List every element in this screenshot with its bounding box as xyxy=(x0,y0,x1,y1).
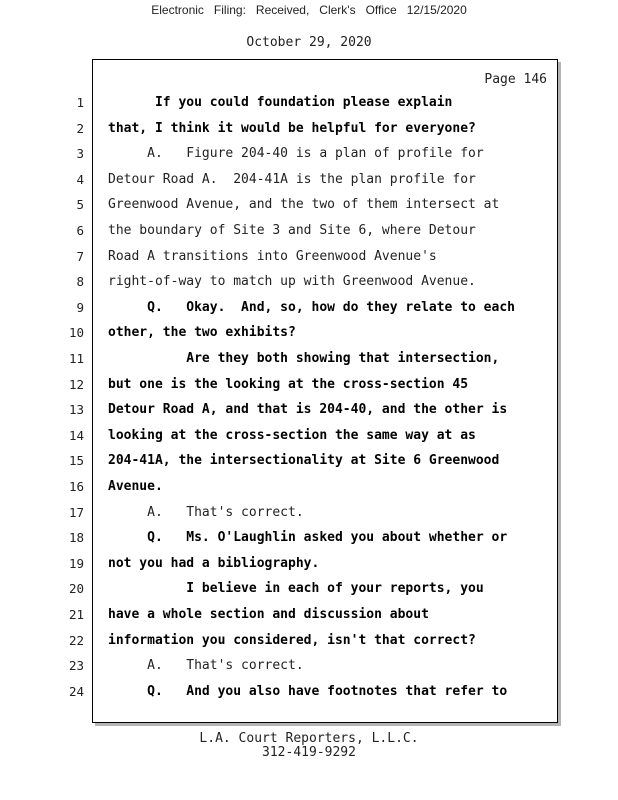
filing-stamp-part: Filing: xyxy=(213,3,246,17)
line-number: 13 xyxy=(68,402,84,418)
line-number: 10 xyxy=(68,325,84,341)
line-number: 3 xyxy=(76,146,84,162)
transcript-line: A. That's correct. xyxy=(108,658,304,674)
line-number: 20 xyxy=(68,581,84,597)
filing-stamp-part: Clerk's xyxy=(319,3,356,17)
transcript-line: other, the two exhibits? xyxy=(108,325,296,341)
transcript-line: Road A transitions into Greenwood Avenue's xyxy=(108,248,437,264)
transcript-line: Avenue. xyxy=(108,479,163,494)
transcript-line: 204-41A, the intersectionality at Site 6 Greenwood xyxy=(108,453,500,469)
line-number: 17 xyxy=(68,504,84,520)
line-number: 9 xyxy=(76,299,84,315)
line-number: 7 xyxy=(76,248,84,264)
transcript-line: If you could foundation please explain xyxy=(108,95,453,110)
line-number: 23 xyxy=(68,658,84,674)
transcript-line: Detour Road A, and that is 204-40, and the other is xyxy=(108,402,508,418)
line-number: 14 xyxy=(68,427,84,443)
transcript-line: have a whole section and discussion about xyxy=(108,607,429,622)
line-number: 11 xyxy=(68,351,84,366)
filing-stamp-part: Received, xyxy=(255,3,310,17)
transcript-line: information you considered, isn't that correct? xyxy=(108,632,476,648)
transcript-line: Q. Ms. O'Laughlin asked you about whether or xyxy=(108,530,508,546)
line-number: 15 xyxy=(68,453,84,469)
line-number: 18 xyxy=(68,530,84,546)
filing-stamp xyxy=(0,3,618,17)
filing-stamp-part: Electronic xyxy=(151,3,204,17)
transcript-line: A. Figure 204-40 is a plan of profile for xyxy=(108,146,484,162)
line-number: 1 xyxy=(76,95,84,110)
transcript-line: Detour Road A. 204-41A is the plan profile for xyxy=(108,171,476,187)
transcript-line: the boundary of Site 3 and Site 6, where Detour xyxy=(108,223,476,238)
line-number: 2 xyxy=(76,120,84,136)
footer xyxy=(0,732,618,760)
transcript-line: Are they both showing that intersection, xyxy=(108,351,500,366)
line-number: 24 xyxy=(68,683,84,699)
line-number: 12 xyxy=(68,376,84,392)
transcript-date: October 29, 2020 xyxy=(246,35,372,50)
line-number: 22 xyxy=(68,632,84,648)
line-number: 16 xyxy=(68,479,84,494)
filing-stamp-part: 12/15/2020 xyxy=(406,3,467,17)
page-number: Page 146 xyxy=(484,72,547,87)
transcript-line: but one is the looking at the cross-section 45 xyxy=(108,376,469,392)
transcript-line: Greenwood Avenue, and the two of them intersect at xyxy=(108,197,500,213)
reporter-phone: 312-419-9292 xyxy=(262,745,356,760)
transcript-line: looking at the cross-section the same way at as xyxy=(108,427,476,443)
transcript-line: A. That's correct. xyxy=(108,504,304,520)
line-number: 5 xyxy=(76,197,84,213)
transcript-line: Q. Okay. And, so, how do they relate to each xyxy=(108,299,515,315)
line-number: 21 xyxy=(68,607,84,622)
line-number: 19 xyxy=(68,555,84,571)
transcript-line: right-of-way to match up with Greenwood Avenue. xyxy=(108,274,476,290)
transcript-line: not you had a bibliography. xyxy=(108,555,320,571)
transcript-line: Q. And you also have footnotes that refer to xyxy=(108,683,508,699)
line-number: 4 xyxy=(76,171,84,187)
reporter-company: L.A. Court Reporters, L.L.C. xyxy=(199,731,419,746)
filing-stamp-part: Office xyxy=(365,3,397,17)
line-number: 6 xyxy=(76,223,84,238)
transcript-line: that, I think it would be helpful for everyone? xyxy=(108,120,476,136)
line-number: 8 xyxy=(76,274,84,290)
transcript-line: I believe in each of your reports, you xyxy=(108,581,484,597)
